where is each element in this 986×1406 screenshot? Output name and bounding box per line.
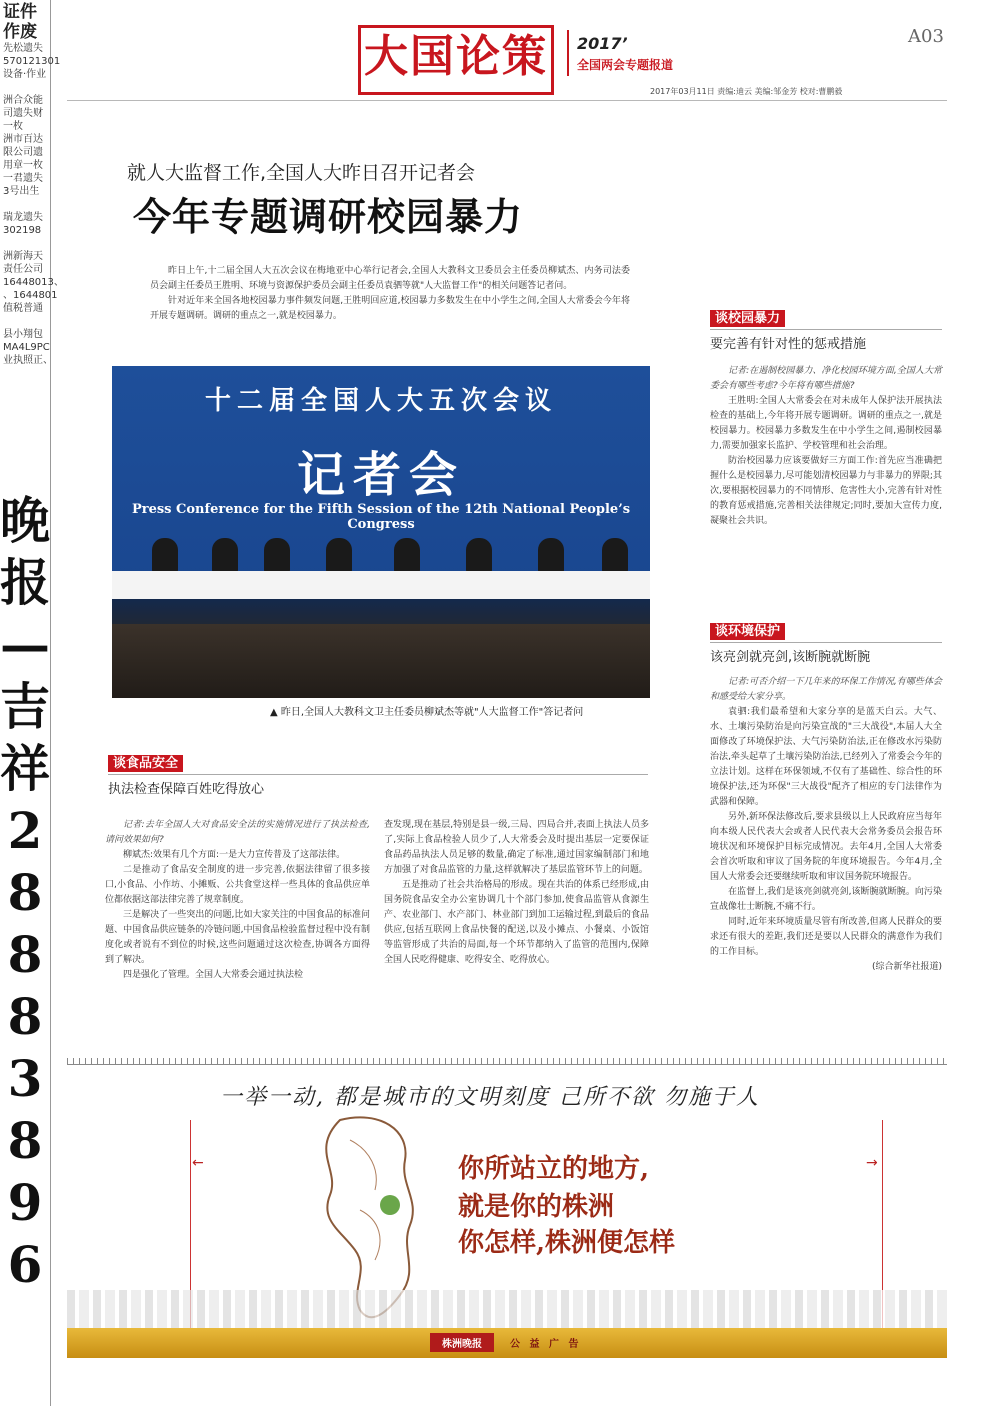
strip-big-char: 祥 [0,739,50,798]
left-big-characters [0,490,50,1296]
masthead-divider [67,100,947,101]
notice-line: 3号出生 [3,186,40,197]
photo-title-1: 十二届全国人大五次会议 [204,386,557,416]
notice-line: MA4L9PC [3,342,50,353]
year-label: 2017’ [577,34,628,53]
notice-line [3,81,48,94]
section-logo: 大国论策 [358,25,554,95]
notice-line: 限公司遗 [3,147,43,158]
answer-paragraph: 五是推动了社会共治格局的形成。现在共治的体系已经形成,由国务院食品安全办公室协调几十个部门参加,使食品监管从食源生产、农业部门、水产部门、林业部门到加工运输过程,到最后的食品供应,包括互联网上食品快餐的配送,以及小摊点、小餐桌、小饭馆等监管形成了共治的局面,每一个环节都纳入了监管的范围内,保障全国人民吃得健康、吃得安全、吃得放心。 [384,880,649,965]
section-subtitle: 执法检查保障百姓吃得放心 [108,782,265,797]
podium-table [112,571,650,599]
speaker-figure [602,538,628,574]
section-environment [710,620,942,975]
section-campus [710,307,942,529]
notice-line: 值税普通 [3,303,43,314]
answer-paragraph: 三是解决了一些突出的问题,比如大家关注的中国食品的标准问题、中国食品供应链条的冷链问题,中国食品检验监督过程中没有制度化或者说有不到位的时候,这些问题通过这次检查,协调各方面得到了解决。 [105,910,370,965]
notice-line: 作废 [3,22,37,42]
strip-big-char: 9 [7,1173,43,1232]
answer-paragraph: 王胜明:全国人大常委会在对未成年人保护法开展执法检查的基础上,今年将开展专题调研。调研的重点之一,就是校园暴力。校园暴力多数发生在中小学生之间,遏制校园暴力,需要加强家长监护、学校管理和社会治理。 [710,396,942,451]
section-body [710,364,942,529]
strip-big-char: 6 [7,1235,43,1294]
arrow-left-icon: ← [192,1155,204,1171]
speaker-figure [538,538,564,574]
strip-big-char: 8 [7,863,43,922]
answer-paragraph: 四是强化了管理。全国人大常委会通过执法检 [123,970,304,980]
photo-title-3: Press Conference for the Fifth Session of the 12th National People’s Congress [131,502,631,532]
headline-sub: 就人大监督工作,全国人大昨日召开记者会 [127,162,476,184]
ad-line-1: 你所站立的地方, [458,1154,650,1184]
notice-line: 一君遗失 [3,173,43,184]
strip-big-char: 8 [7,1111,43,1170]
answer-paragraph: 同时,近年来环境质量尽管有所改善,但离人民群众的要求还有很大的差距,我们还是要以人民群众的满意作为我们的工作目标。 [710,917,942,957]
ad-ruler [67,1058,947,1065]
speaker-figure [326,538,352,574]
photo-title-2: 记者会 [296,447,465,503]
notice-line: 、1644801 [3,290,58,301]
notice-line [3,237,48,250]
strip-big-char: 8 [7,987,43,1046]
ad-slogan: 一举一动, 都是城市的文明刻度 己所不欲 勿施于人 [220,1085,760,1110]
notice-line: 570121301 [3,56,61,67]
subbrand-label: 全国两会专题报道 [577,58,674,72]
section-tag: 谈环境保护 [710,623,785,640]
answer-paragraph: 二是推动了食品安全制度的进一步完善,依据法律留了很多接口,小食品、小作坊、小摊贩、公共食堂这样一些具体的食品供应单位都依据这部法律完善了规章制度。 [105,865,370,905]
section-rule [108,774,648,775]
notice-line: 16448013、 [3,277,64,288]
press-conference-photo [112,366,650,698]
section-tag: 谈食品安全 [108,755,183,772]
left-margin-strip [0,0,64,1406]
section-body [710,675,942,975]
speaker-figure [394,538,420,574]
section-subtitle: 该亮剑就亮剑,该断腕就断腕 [710,650,871,665]
food-column-2 [384,818,649,968]
answer-paragraph: 在监督上,我们是该亮剑就亮剑,该断腕就断腕。向污染宣战像壮士断腕,不痛不行。 [710,887,942,912]
notice-line: 证件 [3,2,37,22]
answer-paragraph: 另外,新环保法修改后,要求县级以上人民政府应当每年向本级人民代表大会或者人民代表大会常务委员会报告环境状况和环境保护目标完成情况。去年4月,全国人大常委会首次听取和审议了国务院的年度环境报告。今年4月,全国人大常委会还要继续听取和审议国务院环境报告。 [710,812,942,882]
notice-line [3,315,48,328]
dateline: 2017年03月11日 责编:迪云 美编:邹金芳 校对:曹鹏毅 [650,87,843,96]
logo-divider [567,30,569,76]
strip-big-char: 2 [7,801,43,860]
notice-line: 责任公司 [3,264,43,275]
answer-paragraph: 柳斌杰:效果有几个方面:一是大力宣传普及了这部法律。 [123,850,346,860]
page-number: A03 [908,26,944,47]
section-rule [710,329,942,330]
strip-big-char: 3 [7,1049,43,1108]
strip-big-char: — [0,615,50,674]
strip-big-char: 报 [0,553,50,612]
strip-big-char: 8 [7,925,43,984]
answer-paragraph: 袁驷:我们最希望和大家分享的是蓝天白云。大气、水、土壤污染防治是向污染宣战的"三大战役",本届人大全面修改了环境保护法、大气污染防治法,正在修改水污染防治法,牵头起草了土壤污染防治法,已经列入了常委会今年的立法计划。这样在环保领域,不仅有了基础性、综合性的环境保护法,还为环保"三大战役"配齐了相应的专门法律作为武器和保障。 [710,707,942,807]
answer-paragraph: 查发现,现在基层,特别是县一级,三局、四局合并,表面上执法人员多了,实际上食品检验人员少了,人大常委会及时提出基层一定要保证食品药品执法人员足够的数量,确定了标准,通过国家编制部门和地方加强了对食品监管的力量,这样就解决了基层监管环节上的问题。 [384,820,649,875]
notice-line: 一枚 [3,121,23,132]
source-credit: (综合新华社报道) [871,962,942,972]
ad-type-label: 公 益 广 告 [510,1339,582,1350]
lead-paragraph: 针对近年来全国各地校园暴力事件频发问题,王胜明回应道,校园暴力多数发生在中小学生之间,全国人大常委会今年将开展专题调研。调研的重点之一,就是校园暴力。 [150,296,630,321]
ad-line-2: 就是你的株洲 [458,1192,615,1222]
answer-paragraph: 防治校园暴力应该要做好三方面工作:首先应当准确把握什么是校园暴力,尽可能划清校园暴力与非暴力的界限;其次,要根据校园暴力的不同情形、危害性大小,完善有针对性的教育惩戒措施,完善相关法律规定;同时,要加大宣传力度,凝聚社会共识。 [710,456,942,526]
section-food [108,752,653,797]
speaker-figure [152,538,178,574]
lead-paragraphs [150,264,630,324]
photo-caption: ▲ 昨日,全国人大教科文卫主任委员柳斌杰等就"人大监督工作"答记者问 [270,707,584,718]
question-paragraph: 记者:可否介绍一下几年来的环保工作情况,有哪些体会和感受给大家分享。 [710,677,942,702]
audience [112,624,650,698]
food-column-1 [105,818,370,983]
notice-line: 用章一枚 [3,160,43,171]
speaker-figure [212,538,238,574]
notice-line: 先松遗失 [3,43,43,54]
speaker-figure [264,538,290,574]
notice-line: 设备·作业 [3,69,47,80]
section-rule [710,642,942,643]
question-paragraph: 记者:在遏制校园暴力、净化校园环境方面,全国人大常委会有哪些考虑?今年将有哪些措施? [710,366,942,391]
notice-line: 司遗失财 [3,108,43,119]
headline-main: 今年专题调研校园暴力 [133,195,524,239]
notice-line: 洲新海天 [3,251,43,262]
city-skyline [67,1290,947,1328]
section-subtitle: 要完善有针对性的惩戒措施 [710,337,867,352]
arrow-right-icon: → [866,1155,878,1171]
notice-line: 302198 [3,225,42,236]
ad-footer-bar [67,1328,947,1358]
notice-line: 瑞龙遗失 [3,212,43,223]
strip-big-char: 晚 [0,491,50,550]
section-tag: 谈校园暴力 [710,310,785,327]
notice-line: 县小翔包 [3,329,43,340]
ad-brand-label: 株洲晚报 [430,1333,494,1352]
notice-line [3,198,48,211]
classified-notices [0,0,64,367]
question-paragraph: 记者:去年全国人大对食品安全法的实施情况进行了执法检查,请问效果如何? [105,820,370,845]
ad-line-3: 你怎样,株洲便怎样 [458,1228,676,1258]
notice-line: 业执照正、 [3,355,53,366]
lead-paragraph: 昨日上午,十二届全国人大五次会议在梅地亚中心举行记者会,全国人大教科文卫委员会主任委员柳斌杰、内务司法委员会副主任委员王胜明、环境与资源保护委员会副主任委员袁驷等就"人大监督工作"的相关问题答记者问。 [150,266,630,291]
notice-line: 洲合众能 [3,95,43,106]
strip-big-char: 吉 [0,677,50,736]
speaker-figure [466,538,492,574]
notice-line: 洲市百达 [3,134,43,145]
